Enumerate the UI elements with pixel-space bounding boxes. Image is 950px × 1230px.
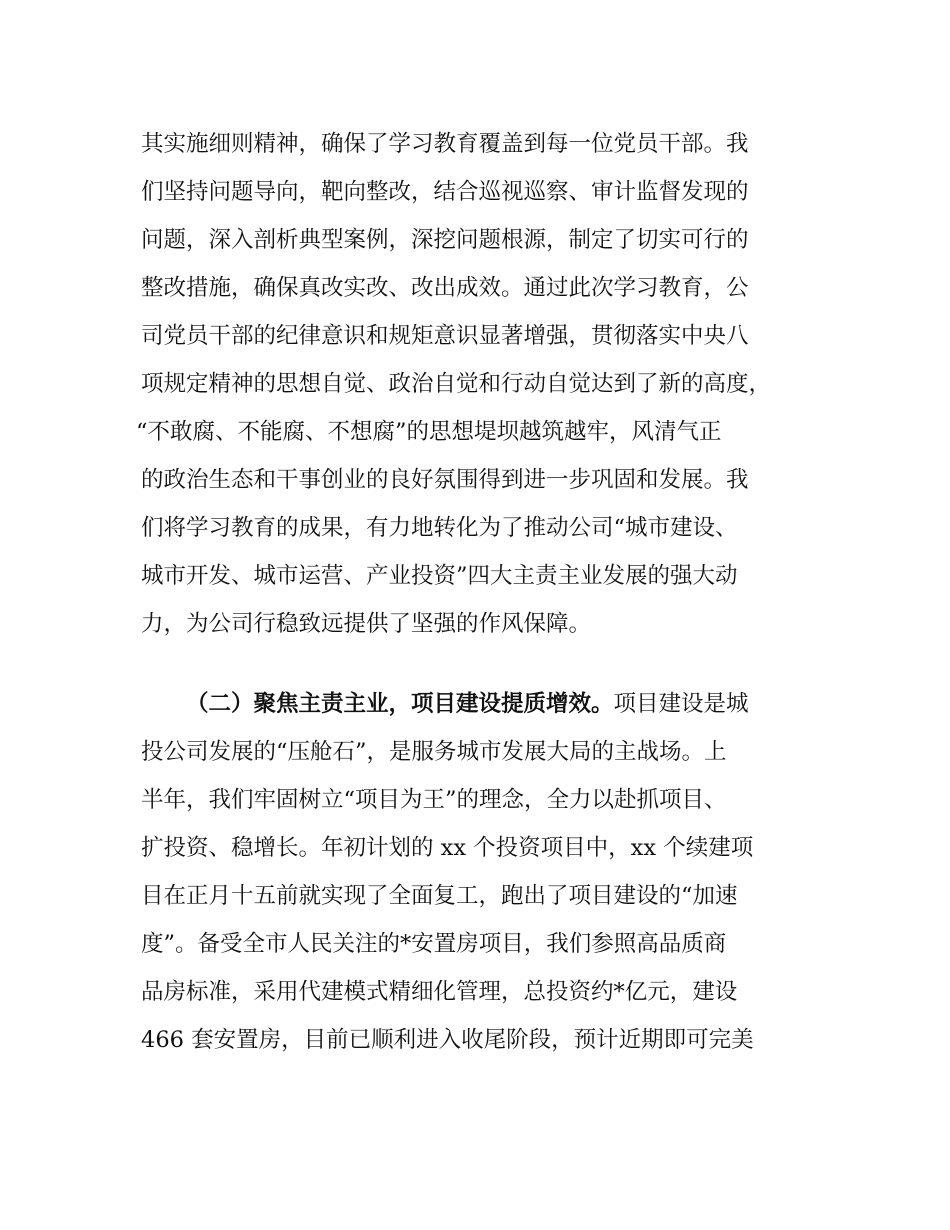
paragraph-1-line-9: 们将学习教育的成果，有力地转化为了推动公司“城市建设、 [141,515,738,541]
paragraph-2-line-3: 半年，我们牢固树立“项目为王”的理念，全力以赴抓项目、 [141,787,727,813]
paragraph-1-line-8: 的政治生态和干事创业的良好氛围得到进一步巩固和发展。我 [141,467,749,493]
paragraph-2-line-2: 投公司发展的“压舱石”，是服务城市发展大局的主战场。上 [141,739,727,765]
paragraph-1-line-11: 力，为公司行稳致远提供了坚强的作风保障。 [141,611,592,637]
paragraph-2-line-8: 466 套安置房，目前已顺利进入收尾阶段，预计近期即可完美 [141,1027,754,1053]
paragraph-1-line-6: 项规定精神的思想自觉、政治自觉和行动自觉达到了新的高度， [141,371,772,397]
section-heading: （二）聚焦主责主业，项目建设提质增效。 [186,691,614,717]
paragraph-2-line-7: 品房标准，采用代建模式精细化管理，总投资约*亿元，建设 [141,979,738,1005]
paragraph-2-line-5: 目在正月十五前就实现了全面复工，跑出了项目建设的“加速 [141,883,738,909]
paragraph-1-line-3: 问题，深入剖析典型案例，深挖问题根源，制定了切实可行的 [141,227,749,253]
paragraph-1-line-10: 城市开发、城市运营、产业投资”四大主责主业发展的强大动 [141,563,738,589]
paragraph-2-line-6: 度”。备受全市人民关注的*安置房项目，我们参照高品质商 [141,931,727,957]
paragraph-2-line-1 [186,688,866,720]
paragraph-1-line-1: 其实施细则精神，确保了学习教育覆盖到每一位党员干部。我 [141,131,749,157]
paragraph-1-line-2: 们坚持问题导向，靶向整改，结合巡视巡察、审计监督发现的 [141,179,749,205]
paragraph-1-line-5: 司党员干部的纪律意识和规矩意识显著增强，贯彻落实中央八 [141,323,749,349]
paragraph-1-line-7: “不敢腐、不能腐、不想腐”的思想堤坝越筑越牢，风清气正 [136,419,722,445]
paragraph-2-line-4: 扩投资、稳增长。年初计划的 xx 个投资项目中，xx 个续建项 [141,835,754,861]
paragraph-1-line-4: 整改措施，确保真改实改、改出成效。通过此次学习教育，公 [141,275,749,301]
paragraph-2-first-line-text: 项目建设是城 [613,691,749,717]
